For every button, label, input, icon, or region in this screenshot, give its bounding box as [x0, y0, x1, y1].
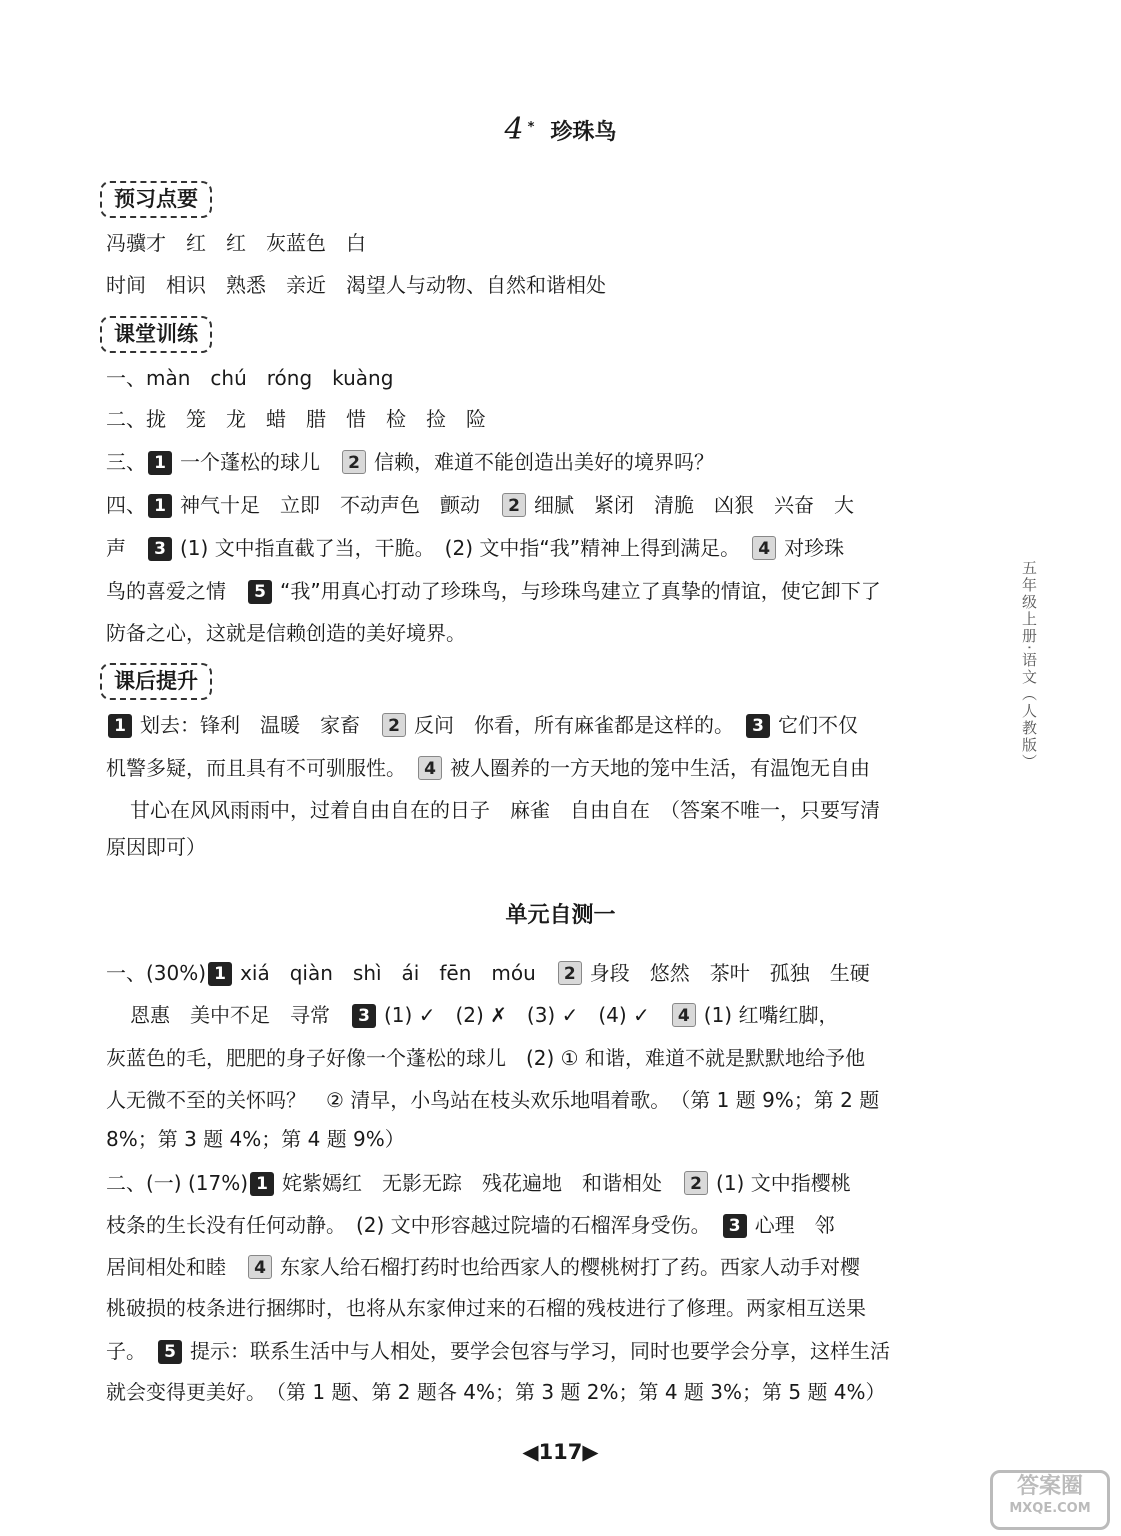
- answer-text: 信赖，难道不能创造出美好的境界吗？: [374, 450, 714, 474]
- classroom-line-1: 一、màn chú róng kuàng: [106, 366, 394, 390]
- question-number-badge: 2: [502, 493, 526, 517]
- classroom-line-7: 防备之心，这就是信赖创造的美好境界。: [106, 621, 466, 645]
- answer-text: 被人圈养的一方天地的笼中生活，有温饱无自由: [450, 756, 870, 780]
- after-line-1: [106, 711, 986, 739]
- answer-text: 它们不仅: [778, 713, 858, 737]
- after-line-3: 甘心在风风雨雨中，过着自由自在的日子 麻雀 自由自在 （答案不唯一，只要写清: [130, 798, 880, 822]
- answer-text: (1) 文中指直截了当，干脆。 (2) 文中指“我”精神上得到满足。: [180, 536, 751, 560]
- question-number-badge: 3: [148, 537, 172, 561]
- preview-line-2: 时间 相识 熟悉 亲近 渴望人与动物、自然和谐相处: [106, 273, 606, 297]
- question-number-badge: 2: [558, 961, 582, 985]
- answer-text: 鸟的喜爱之情: [106, 579, 246, 603]
- section-tag-classroom: 课堂训练: [100, 316, 212, 353]
- unit-line-1: [106, 959, 986, 987]
- answer-text: 东家人给石榴打药时也给西家人的樱桃树打了药。西家人动手对樱: [280, 1255, 860, 1279]
- answer-text: 恩惠 美中不足 寻常: [130, 1003, 350, 1027]
- unit-test-title: 单元自测一: [505, 903, 616, 928]
- watermark-url: MXQE.COM: [1009, 1501, 1091, 1516]
- answer-text: 提示：联系生活中与人相处，要学会包容与学习，同时也要学会分享，这样生活: [190, 1339, 890, 1363]
- question-number-badge: 1: [148, 451, 172, 475]
- question-number-badge: 2: [382, 713, 406, 737]
- unit-line-9: 桃破损的枝条进行捆绑时，也将从东家伸过来的石榴的残枝进行了修理。两家相互送果: [106, 1296, 866, 1320]
- answer-text: 心理 邻: [754, 1213, 835, 1237]
- classroom-line-5: [106, 534, 986, 562]
- answer-text: 细腻 紧闭 清脆 凶狠 兴奋 大: [534, 493, 854, 517]
- unit-line-8: [106, 1253, 986, 1281]
- answer-text: “我”用真心打动了珍珠鸟，与珍珠鸟建立了真挚的情谊，使它卸下了: [280, 579, 881, 603]
- answer-text: 身段 悠然 茶叶 孤独 生硬: [589, 961, 870, 985]
- watermark-text: 答案圈: [1016, 1474, 1083, 1499]
- question-number-badge: 5: [158, 1340, 182, 1364]
- question-number-badge: 3: [723, 1214, 747, 1238]
- question-number-badge: 4: [248, 1255, 272, 1279]
- question-number-badge: 1: [208, 962, 232, 986]
- question-number-badge: 4: [672, 1003, 696, 1027]
- unit-line-2: [130, 1001, 1010, 1029]
- answer-text: xiá qiàn shì ái fēn móu: [240, 961, 556, 985]
- item-prefix: 四、: [106, 493, 146, 517]
- question-number-badge: 4: [752, 536, 776, 560]
- answer-text: 声: [106, 536, 146, 560]
- lesson-title: [0, 112, 1121, 147]
- question-number-badge: 3: [352, 1004, 376, 1028]
- question-number-badge: 1: [250, 1172, 274, 1196]
- unit-line-7: [106, 1211, 986, 1239]
- after-line-2: [106, 754, 986, 782]
- lesson-star-mark: *: [527, 119, 535, 135]
- answer-text: 子。: [106, 1339, 156, 1363]
- item-prefix: 一、(30%): [106, 961, 207, 985]
- question-number-badge: 2: [342, 450, 366, 474]
- classroom-line-6: [106, 577, 986, 605]
- section-tag-preview: 预习点要: [100, 181, 212, 218]
- unit-line-11: 就会变得更美好。 （第 1 题、第 2 题各 4%；第 3 题 2%；第 4 题 3%；第 5 题 4%）: [106, 1380, 886, 1404]
- answer-text: 对珍珠: [784, 536, 845, 560]
- page-number: ◀117▶: [522, 1440, 599, 1464]
- question-number-badge: 3: [746, 714, 770, 738]
- answer-text: 一个蓬松的球儿: [180, 450, 340, 474]
- question-number-badge: 2: [684, 1171, 708, 1195]
- question-number-badge: 4: [418, 756, 442, 780]
- lesson-title-text: 珍珠鸟: [550, 120, 617, 145]
- question-number-badge: 1: [108, 714, 132, 738]
- lesson-number: 4: [504, 112, 524, 147]
- question-number-badge: 5: [248, 580, 272, 604]
- unit-line-4: 人无微不至的关怀吗？ ② 清早，小鸟站在枝头欢乐地唱着歌。 （第 1 题 9%；第 2 题: [106, 1088, 880, 1112]
- item-prefix: 三、: [106, 450, 146, 474]
- answer-text: 神气十足 立即 不动声色 颤动: [180, 493, 500, 517]
- classroom-line-4: [106, 491, 986, 519]
- unit-line-5: 8%；第 3 题 4%；第 4 题 9%）: [106, 1127, 405, 1151]
- answer-text: (1) 红嘴红脚，: [703, 1003, 839, 1027]
- section-tag-after-class: 课后提升: [100, 663, 212, 700]
- preview-line-1: 冯骥才 红 红 灰蓝色 白: [106, 231, 366, 255]
- answer-text: 姹紫嫣红 无影无踪 残花遍地 和谐相处: [282, 1171, 683, 1195]
- answer-text: 反问 你看，所有麻雀都是这样的。: [414, 713, 744, 737]
- classroom-line-3: [106, 448, 986, 476]
- answer-text: (1) 文中指樱桃: [716, 1171, 851, 1195]
- question-number-badge: 1: [148, 494, 172, 518]
- watermark-logo: [990, 1470, 1110, 1530]
- unit-line-10: [106, 1337, 986, 1365]
- answer-text: 划去：锋利 温暖 家畜: [140, 713, 380, 737]
- unit-line-3: 灰蓝色的毛，肥肥的身子好像一个蓬松的球儿 (2) ① 和谐，难道不就是默默地给予他: [106, 1046, 865, 1070]
- answer-text: 枝条的生长没有任何动静。 (2) 文中形容越过院墙的石榴浑身受伤。: [106, 1213, 721, 1237]
- answer-text: (1) ✓ (2) ✗ (3) ✓ (4) ✓: [384, 1003, 670, 1027]
- item-prefix: 二、(一) (17%): [106, 1171, 249, 1195]
- after-line-4: 原因即可）: [106, 835, 206, 859]
- answer-text: 居间相处和睦: [106, 1255, 246, 1279]
- side-running-header: 五年级上册·语文（人教版）: [1020, 560, 1038, 771]
- answer-text: 机警多疑，而且具有不可驯服性。: [106, 756, 416, 780]
- unit-line-6: [106, 1169, 986, 1197]
- classroom-line-2: 二、拢 笼 龙 蜡 腊 惜 检 捡 险: [106, 407, 486, 431]
